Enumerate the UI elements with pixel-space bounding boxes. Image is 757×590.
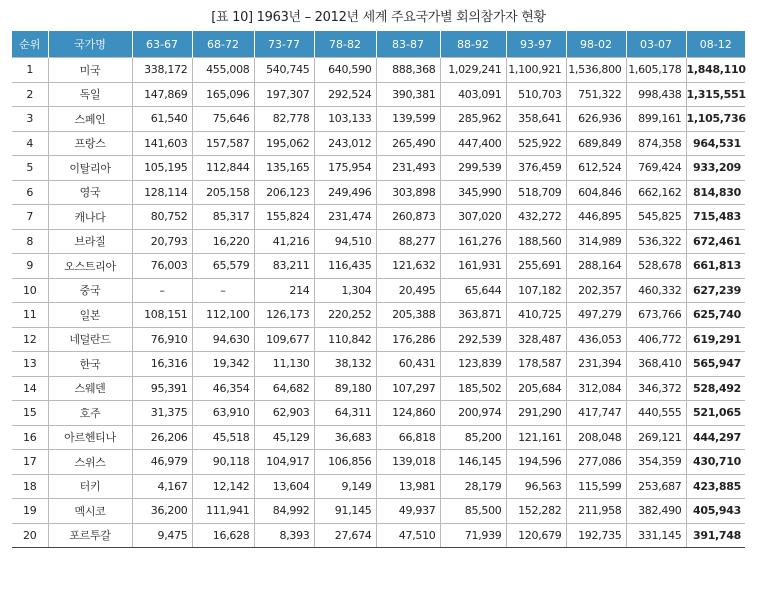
value-cell: 63,910 xyxy=(192,401,254,426)
value-cell: 661,813 xyxy=(686,254,745,279)
value-cell: 28,179 xyxy=(440,474,506,499)
table-row xyxy=(12,450,745,475)
country-cell: 네덜란드 xyxy=(48,327,132,352)
value-cell: 88,277 xyxy=(376,229,440,254)
value-cell: 85,500 xyxy=(440,499,506,524)
rank-cell: 4 xyxy=(12,131,48,156)
value-cell: 112,100 xyxy=(192,303,254,328)
value-cell: 390,381 xyxy=(376,82,440,107)
value-cell: 220,252 xyxy=(314,303,376,328)
value-cell: 111,941 xyxy=(192,499,254,524)
country-cell: 브라질 xyxy=(48,229,132,254)
value-cell: 9,475 xyxy=(132,523,192,548)
value-cell: 16,628 xyxy=(192,523,254,548)
value-cell: 71,939 xyxy=(440,523,506,548)
value-cell: 161,931 xyxy=(440,254,506,279)
value-cell: 814,830 xyxy=(686,180,745,205)
table-row xyxy=(12,180,745,205)
value-cell: 211,958 xyxy=(566,499,626,524)
value-cell: 128,114 xyxy=(132,180,192,205)
value-cell: 147,869 xyxy=(132,82,192,107)
value-cell: 104,917 xyxy=(254,450,314,475)
value-cell: 205,388 xyxy=(376,303,440,328)
country-cell: 오스트리아 xyxy=(48,254,132,279)
value-cell: 66,818 xyxy=(376,425,440,450)
country-cell: 영국 xyxy=(48,180,132,205)
table-row xyxy=(12,58,745,83)
value-cell: 299,539 xyxy=(440,156,506,181)
value-cell: 277,086 xyxy=(566,450,626,475)
value-cell: 382,490 xyxy=(626,499,686,524)
table-row xyxy=(12,523,745,548)
header-row xyxy=(12,31,745,58)
rank-cell: 11 xyxy=(12,303,48,328)
rank-cell: 8 xyxy=(12,229,48,254)
value-cell: 291,290 xyxy=(506,401,566,426)
value-cell: 16,316 xyxy=(132,352,192,377)
value-cell: 112,844 xyxy=(192,156,254,181)
column-header: 93-97 xyxy=(506,31,566,58)
value-cell: – xyxy=(132,278,192,303)
country-cell: 한국 xyxy=(48,352,132,377)
country-cell: 중국 xyxy=(48,278,132,303)
value-cell: 312,084 xyxy=(566,376,626,401)
table-row xyxy=(12,474,745,499)
country-cell: 스웨덴 xyxy=(48,376,132,401)
column-header: 순위 xyxy=(12,31,48,58)
column-header: 63-67 xyxy=(132,31,192,58)
table-title: [표 10] 1963년 – 2012년 세계 주요국가별 회의참가자 현황 xyxy=(211,10,546,25)
value-cell: 231,493 xyxy=(376,156,440,181)
rank-cell: 2 xyxy=(12,82,48,107)
value-cell: 80,752 xyxy=(132,205,192,230)
value-cell: 108,151 xyxy=(132,303,192,328)
value-cell: 121,161 xyxy=(506,425,566,450)
value-cell: 1,304 xyxy=(314,278,376,303)
value-cell: 139,599 xyxy=(376,107,440,132)
rank-cell: 13 xyxy=(12,352,48,377)
value-cell: 430,710 xyxy=(686,450,745,475)
value-cell: 410,725 xyxy=(506,303,566,328)
value-cell: 84,992 xyxy=(254,499,314,524)
country-cell: 스페인 xyxy=(48,107,132,132)
table-body xyxy=(12,58,745,548)
rank-cell: 16 xyxy=(12,425,48,450)
value-cell: 358,641 xyxy=(506,107,566,132)
value-cell: 1,105,736 xyxy=(686,107,745,132)
value-cell: 109,677 xyxy=(254,327,314,352)
value-cell: 192,735 xyxy=(566,523,626,548)
value-cell: 197,307 xyxy=(254,82,314,107)
value-cell: 155,824 xyxy=(254,205,314,230)
value-cell: 202,357 xyxy=(566,278,626,303)
value-cell: 47,510 xyxy=(376,523,440,548)
value-cell: 265,490 xyxy=(376,131,440,156)
value-cell: 123,839 xyxy=(440,352,506,377)
value-cell: 626,936 xyxy=(566,107,626,132)
value-cell: 20,793 xyxy=(132,229,192,254)
value-cell: 85,200 xyxy=(440,425,506,450)
value-cell: 90,118 xyxy=(192,450,254,475)
value-cell: 338,172 xyxy=(132,58,192,83)
value-cell: 368,410 xyxy=(626,352,686,377)
value-cell: 331,145 xyxy=(626,523,686,548)
value-cell: 536,322 xyxy=(626,229,686,254)
country-cell: 아르헨티나 xyxy=(48,425,132,450)
value-cell: 75,646 xyxy=(192,107,254,132)
participants-table xyxy=(12,31,745,548)
country-cell: 스위스 xyxy=(48,450,132,475)
country-cell: 캐나다 xyxy=(48,205,132,230)
value-cell: 510,703 xyxy=(506,82,566,107)
value-cell: 185,502 xyxy=(440,376,506,401)
rank-cell: 18 xyxy=(12,474,48,499)
value-cell: 432,272 xyxy=(506,205,566,230)
value-cell: 346,372 xyxy=(626,376,686,401)
value-cell: 161,276 xyxy=(440,229,506,254)
value-cell: 105,195 xyxy=(132,156,192,181)
value-cell: 45,518 xyxy=(192,425,254,450)
value-cell: 76,910 xyxy=(132,327,192,352)
value-cell: 528,492 xyxy=(686,376,745,401)
rank-cell: 5 xyxy=(12,156,48,181)
value-cell: 307,020 xyxy=(440,205,506,230)
value-cell: 269,121 xyxy=(626,425,686,450)
value-cell: 1,029,241 xyxy=(440,58,506,83)
column-header: 88-92 xyxy=(440,31,506,58)
country-cell: 프랑스 xyxy=(48,131,132,156)
value-cell: 444,297 xyxy=(686,425,745,450)
value-cell: 200,974 xyxy=(440,401,506,426)
value-cell: 292,539 xyxy=(440,327,506,352)
value-cell: 231,394 xyxy=(566,352,626,377)
value-cell: 36,683 xyxy=(314,425,376,450)
value-cell: 96,563 xyxy=(506,474,566,499)
value-cell: 16,220 xyxy=(192,229,254,254)
value-cell: 376,459 xyxy=(506,156,566,181)
value-cell: 231,474 xyxy=(314,205,376,230)
value-cell: 874,358 xyxy=(626,131,686,156)
country-cell: 호주 xyxy=(48,401,132,426)
value-cell: 83,211 xyxy=(254,254,314,279)
value-cell: 89,180 xyxy=(314,376,376,401)
rank-cell: 14 xyxy=(12,376,48,401)
value-cell: 19,342 xyxy=(192,352,254,377)
column-header: 08-12 xyxy=(686,31,745,58)
value-cell: 497,279 xyxy=(566,303,626,328)
value-cell: 121,632 xyxy=(376,254,440,279)
table-row xyxy=(12,82,745,107)
rank-cell: 9 xyxy=(12,254,48,279)
value-cell: 13,604 xyxy=(254,474,314,499)
value-cell: 545,825 xyxy=(626,205,686,230)
value-cell: 60,431 xyxy=(376,352,440,377)
value-cell: 345,990 xyxy=(440,180,506,205)
value-cell: 673,766 xyxy=(626,303,686,328)
value-cell: 406,772 xyxy=(626,327,686,352)
value-cell: 139,018 xyxy=(376,450,440,475)
value-cell: 460,332 xyxy=(626,278,686,303)
value-cell: 403,091 xyxy=(440,82,506,107)
value-cell: 1,536,800 xyxy=(566,58,626,83)
value-cell: 62,903 xyxy=(254,401,314,426)
value-cell: 95,391 xyxy=(132,376,192,401)
value-cell: 888,368 xyxy=(376,58,440,83)
country-cell: 일본 xyxy=(48,303,132,328)
value-cell: 106,856 xyxy=(314,450,376,475)
value-cell: 11,130 xyxy=(254,352,314,377)
table-row xyxy=(12,425,745,450)
table-row xyxy=(12,376,745,401)
value-cell: 525,922 xyxy=(506,131,566,156)
value-cell: 165,096 xyxy=(192,82,254,107)
value-cell: 751,322 xyxy=(566,82,626,107)
value-cell: 124,860 xyxy=(376,401,440,426)
rank-cell: 1 xyxy=(12,58,48,83)
value-cell: 157,587 xyxy=(192,131,254,156)
column-header: 98-02 xyxy=(566,31,626,58)
value-cell: 94,630 xyxy=(192,327,254,352)
value-cell: 103,133 xyxy=(314,107,376,132)
rank-cell: 17 xyxy=(12,450,48,475)
table-row xyxy=(12,499,745,524)
value-cell: 565,947 xyxy=(686,352,745,377)
value-cell: 417,747 xyxy=(566,401,626,426)
value-cell: 243,012 xyxy=(314,131,376,156)
value-cell: 152,282 xyxy=(506,499,566,524)
value-cell: – xyxy=(192,278,254,303)
value-cell: 964,531 xyxy=(686,131,745,156)
value-cell: 205,158 xyxy=(192,180,254,205)
value-cell: 9,149 xyxy=(314,474,376,499)
value-cell: 998,438 xyxy=(626,82,686,107)
value-cell: 176,286 xyxy=(376,327,440,352)
country-cell: 멕시코 xyxy=(48,499,132,524)
value-cell: 208,048 xyxy=(566,425,626,450)
value-cell: 64,311 xyxy=(314,401,376,426)
value-cell: 115,599 xyxy=(566,474,626,499)
table-row xyxy=(12,156,745,181)
rank-cell: 3 xyxy=(12,107,48,132)
value-cell: 38,132 xyxy=(314,352,376,377)
value-cell: 141,603 xyxy=(132,131,192,156)
value-cell: 61,540 xyxy=(132,107,192,132)
value-cell: 933,209 xyxy=(686,156,745,181)
value-cell: 194,596 xyxy=(506,450,566,475)
value-cell: 49,937 xyxy=(376,499,440,524)
table-row xyxy=(12,131,745,156)
value-cell: 36,200 xyxy=(132,499,192,524)
value-cell: 662,162 xyxy=(626,180,686,205)
value-cell: 8,393 xyxy=(254,523,314,548)
value-cell: 13,981 xyxy=(376,474,440,499)
value-cell: 521,065 xyxy=(686,401,745,426)
value-cell: 288,164 xyxy=(566,254,626,279)
column-header: 78-82 xyxy=(314,31,376,58)
value-cell: 107,182 xyxy=(506,278,566,303)
country-cell: 독일 xyxy=(48,82,132,107)
value-cell: 94,510 xyxy=(314,229,376,254)
rank-cell: 15 xyxy=(12,401,48,426)
value-cell: 436,053 xyxy=(566,327,626,352)
value-cell: 604,846 xyxy=(566,180,626,205)
value-cell: 285,962 xyxy=(440,107,506,132)
value-cell: 45,129 xyxy=(254,425,314,450)
value-cell: 146,145 xyxy=(440,450,506,475)
column-header: 83-87 xyxy=(376,31,440,58)
value-cell: 689,849 xyxy=(566,131,626,156)
country-cell: 이탈리아 xyxy=(48,156,132,181)
value-cell: 65,644 xyxy=(440,278,506,303)
value-cell: 126,173 xyxy=(254,303,314,328)
value-cell: 41,216 xyxy=(254,229,314,254)
country-cell: 미국 xyxy=(48,58,132,83)
value-cell: 188,560 xyxy=(506,229,566,254)
value-cell: 1,605,178 xyxy=(626,58,686,83)
value-cell: 82,778 xyxy=(254,107,314,132)
value-cell: 363,871 xyxy=(440,303,506,328)
value-cell: 255,691 xyxy=(506,254,566,279)
value-cell: 175,954 xyxy=(314,156,376,181)
value-cell: 612,524 xyxy=(566,156,626,181)
value-cell: 135,165 xyxy=(254,156,314,181)
value-cell: 26,206 xyxy=(132,425,192,450)
value-cell: 540,745 xyxy=(254,58,314,83)
value-cell: 206,123 xyxy=(254,180,314,205)
value-cell: 640,590 xyxy=(314,58,376,83)
value-cell: 107,297 xyxy=(376,376,440,401)
table-row xyxy=(12,205,745,230)
value-cell: 64,682 xyxy=(254,376,314,401)
table-row xyxy=(12,401,745,426)
value-cell: 447,400 xyxy=(440,131,506,156)
value-cell: 91,145 xyxy=(314,499,376,524)
value-cell: 518,709 xyxy=(506,180,566,205)
value-cell: 205,684 xyxy=(506,376,566,401)
value-cell: 178,587 xyxy=(506,352,566,377)
value-cell: 31,375 xyxy=(132,401,192,426)
column-header: 국가명 xyxy=(48,31,132,58)
rank-cell: 19 xyxy=(12,499,48,524)
value-cell: 214 xyxy=(254,278,314,303)
value-cell: 110,842 xyxy=(314,327,376,352)
value-cell: 328,487 xyxy=(506,327,566,352)
value-cell: 619,291 xyxy=(686,327,745,352)
column-header: 73-77 xyxy=(254,31,314,58)
value-cell: 120,679 xyxy=(506,523,566,548)
value-cell: 260,873 xyxy=(376,205,440,230)
column-header: 68-72 xyxy=(192,31,254,58)
rank-cell: 7 xyxy=(12,205,48,230)
value-cell: 195,062 xyxy=(254,131,314,156)
value-cell: 253,687 xyxy=(626,474,686,499)
value-cell: 1,315,551 xyxy=(686,82,745,107)
value-cell: 391,748 xyxy=(686,523,745,548)
rank-cell: 12 xyxy=(12,327,48,352)
value-cell: 528,678 xyxy=(626,254,686,279)
value-cell: 314,989 xyxy=(566,229,626,254)
value-cell: 1,100,921 xyxy=(506,58,566,83)
value-cell: 625,740 xyxy=(686,303,745,328)
value-cell: 249,496 xyxy=(314,180,376,205)
value-cell: 46,354 xyxy=(192,376,254,401)
rank-cell: 10 xyxy=(12,278,48,303)
value-cell: 292,524 xyxy=(314,82,376,107)
value-cell: 27,674 xyxy=(314,523,376,548)
value-cell: 455,008 xyxy=(192,58,254,83)
value-cell: 12,142 xyxy=(192,474,254,499)
table-row xyxy=(12,352,745,377)
value-cell: 20,495 xyxy=(376,278,440,303)
value-cell: 423,885 xyxy=(686,474,745,499)
table-row xyxy=(12,303,745,328)
value-cell: 627,239 xyxy=(686,278,745,303)
value-cell: 4,167 xyxy=(132,474,192,499)
value-cell: 65,579 xyxy=(192,254,254,279)
value-cell: 85,317 xyxy=(192,205,254,230)
table-row xyxy=(12,278,745,303)
table-row xyxy=(12,254,745,279)
value-cell: 46,979 xyxy=(132,450,192,475)
value-cell: 1,848,110 xyxy=(686,58,745,83)
column-header: 03-07 xyxy=(626,31,686,58)
value-cell: 116,435 xyxy=(314,254,376,279)
value-cell: 303,898 xyxy=(376,180,440,205)
table-row xyxy=(12,327,745,352)
value-cell: 715,483 xyxy=(686,205,745,230)
value-cell: 440,555 xyxy=(626,401,686,426)
country-cell: 포르투갈 xyxy=(48,523,132,548)
value-cell: 899,161 xyxy=(626,107,686,132)
value-cell: 354,359 xyxy=(626,450,686,475)
value-cell: 76,003 xyxy=(132,254,192,279)
value-cell: 769,424 xyxy=(626,156,686,181)
table-row xyxy=(12,107,745,132)
value-cell: 405,943 xyxy=(686,499,745,524)
rank-cell: 6 xyxy=(12,180,48,205)
value-cell: 672,461 xyxy=(686,229,745,254)
value-cell: 446,895 xyxy=(566,205,626,230)
table-row xyxy=(12,229,745,254)
country-cell: 터키 xyxy=(48,474,132,499)
rank-cell: 20 xyxy=(12,523,48,548)
